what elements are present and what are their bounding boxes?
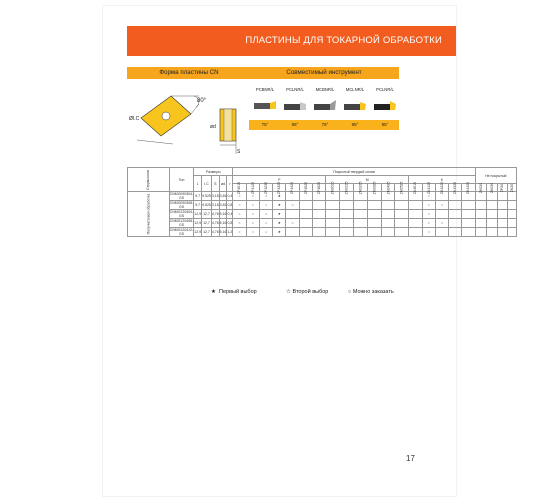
grade-mark-cell: ☆ — [259, 201, 272, 210]
grade-mark-cell — [395, 219, 409, 228]
grade-mark-cell — [367, 201, 381, 210]
grade-mark-cell — [353, 201, 367, 210]
dim-cell-l: 9,7 — [194, 192, 202, 201]
grade-mark-cell: ○ — [246, 219, 259, 228]
dim-cell-d: 5,16 — [219, 210, 227, 219]
insert-type-cell: CNMG090308-GS — [169, 201, 194, 209]
tool-angle-5: 95° — [381, 122, 389, 127]
grade-mark-cell — [475, 210, 486, 219]
dim-cell-r: 0,8 — [227, 201, 233, 210]
legend-first-choice: ★ Первый выбор — [211, 289, 257, 295]
dim-cell-r: 0,4 — [227, 192, 233, 201]
grade-header-zm3015: ZM3015 — [326, 184, 340, 192]
grade-mark-cell: ○ — [435, 201, 448, 210]
group-header-M: M — [326, 176, 409, 184]
dim-cell-s: 3,18 — [211, 192, 219, 201]
legend-second-choice: ☆ Второй выбор — [286, 289, 329, 295]
grade-mark-cell — [486, 228, 497, 237]
tool-image-3 — [313, 94, 337, 118]
grade-mark-cell — [409, 201, 422, 210]
table-row — [128, 219, 517, 228]
grade-mark-cell — [367, 219, 381, 228]
grade-mark-cell — [507, 210, 516, 219]
grade-mark-cell — [449, 219, 462, 228]
grade-mark-cell: ☆ — [259, 228, 272, 237]
grade-header-zm3425: ZM3425 — [381, 184, 395, 192]
grade-mark-cell — [381, 210, 395, 219]
compatible-tool-heading: Совместимый инструмент — [249, 67, 399, 79]
grade-mark-cell — [299, 210, 312, 219]
grade-header-zm3235: ZM3235 — [353, 184, 367, 192]
table-header-row-1 — [128, 168, 517, 176]
grade-header-zk4015: ZK4015 — [409, 184, 422, 192]
grade-mark-cell — [449, 228, 462, 237]
grade-header-zk4325: ZK4325 — [449, 184, 462, 192]
table-row — [128, 228, 517, 237]
dim-cell-d: 3,81 — [219, 201, 227, 210]
grade-mark-cell — [498, 210, 507, 219]
grade-mark-cell — [475, 228, 486, 237]
grade-header-zm3525: ZM3525 — [395, 184, 409, 192]
tool-image-4 — [343, 94, 367, 118]
legend-can-order: ○ Можно заказать — [348, 289, 394, 295]
grade-header-zp4525: ZP4525 — [299, 184, 312, 192]
applications-header: Стружколом — [128, 168, 170, 192]
dim-cell-d: 5,16 — [219, 219, 227, 228]
dim-cell-ic: 12,7 — [202, 210, 212, 219]
dimensions-header: Размеры — [194, 168, 233, 176]
grade-mark-cell: ○ — [422, 192, 435, 201]
dim-header-IC: I.C — [202, 176, 212, 192]
grade-mark-cell: ○ — [233, 192, 246, 201]
grade-mark-cell — [507, 228, 516, 237]
grade-mark-cell — [462, 201, 475, 210]
grade-mark-cell — [498, 201, 507, 210]
grade-mark-cell — [435, 210, 448, 219]
dim-header-r: r — [227, 176, 233, 192]
page-title: ПЛАСТИНЫ ДЛЯ ТОКАРНОЙ ОБРАБОТКИ — [245, 35, 442, 46]
grade-mark-cell: ○ — [286, 219, 299, 228]
grade-mark-cell: ★ — [273, 210, 286, 219]
grade-mark-cell: ○ — [246, 192, 259, 201]
insert-type-cell: CNMG120408-GS — [169, 219, 194, 227]
dim-cell-l: 12,9 — [194, 210, 202, 219]
group-header-K: K — [409, 176, 475, 184]
grade-header-zk4225: ZK4225 — [435, 184, 448, 192]
grade-header-zp4625: ZP4625 — [312, 184, 325, 192]
grade-mark-cell: ○ — [233, 210, 246, 219]
grade-mark-cell: ○ — [422, 210, 435, 219]
grade-mark-cell — [340, 201, 354, 210]
dim-cell-s: 4,76 — [211, 219, 219, 228]
grade-mark-cell: ○ — [422, 201, 435, 210]
grade-mark-cell — [340, 219, 354, 228]
grade-mark-cell — [381, 228, 395, 237]
grade-header-zp4425: ZP4425 — [286, 184, 299, 192]
tool-angle-2: 95° — [291, 122, 299, 127]
insert-d-label: ød — [210, 124, 216, 130]
uncoated-header: Не покрытый — [475, 168, 516, 184]
grade-mark-cell — [340, 228, 354, 237]
grade-mark-cell — [409, 228, 422, 237]
page-number: 17 — [406, 454, 415, 463]
grade-mark-cell: ○ — [435, 219, 448, 228]
dim-header-d: ød — [219, 176, 227, 192]
grade-header-zk030: ZK030 — [486, 184, 497, 192]
grade-mark-cell: ○ — [259, 192, 272, 201]
insert-angle-label: 80° — [197, 98, 207, 104]
grade-mark-cell — [395, 201, 409, 210]
dim-cell-r: 1,2 — [227, 228, 233, 237]
tool-label-5: PCLNR/L — [376, 87, 394, 92]
dim-header-S: S — [211, 176, 219, 192]
grade-mark-cell — [395, 210, 409, 219]
grade-mark-cell — [486, 210, 497, 219]
star-outline-icon: ☆ — [286, 289, 291, 295]
grade-mark-cell — [462, 219, 475, 228]
grade-mark-cell: ○ — [259, 210, 272, 219]
tool-angle-3: 75° — [321, 122, 329, 127]
grade-mark-cell — [312, 219, 325, 228]
grade-mark-cell — [449, 210, 462, 219]
grade-mark-cell — [326, 210, 340, 219]
grade-mark-cell — [462, 228, 475, 237]
grade-mark-cell — [326, 228, 340, 237]
insert-diameter-label: ØI.C — [129, 116, 140, 122]
tool-image-2 — [283, 94, 307, 118]
grade-mark-cell — [498, 192, 507, 201]
grade-mark-cell: ○ — [246, 228, 259, 237]
group-header-P: P — [233, 176, 326, 184]
grade-mark-cell: ○ — [422, 228, 435, 237]
catalog-page — [103, 6, 514, 496]
grade-mark-cell — [299, 219, 312, 228]
grade-mark-cell — [340, 210, 354, 219]
tool-angle-1: 75° — [261, 122, 269, 127]
dim-header-L: L — [194, 176, 202, 192]
coated-header: Покрытый твердый сплав — [233, 168, 475, 176]
grade-mark-cell — [475, 201, 486, 210]
grade-mark-cell — [286, 228, 299, 237]
insert-hole — [162, 112, 170, 120]
grade-header-zp4235: ZP4235 — [259, 184, 272, 192]
grade-mark-cell: ○ — [246, 210, 259, 219]
grade-mark-cell — [486, 219, 497, 228]
grade-mark-cell — [498, 219, 507, 228]
grade-mark-cell: ★ — [273, 219, 286, 228]
grade-header-zk20: ZK20 — [507, 184, 516, 192]
grade-mark-cell — [409, 219, 422, 228]
table-row — [128, 210, 517, 219]
grade-mark-cell — [312, 201, 325, 210]
grade-mark-cell — [353, 228, 367, 237]
grade-header-zk020: ZK020 — [475, 184, 486, 192]
dim-cell-ic: 12,7 — [202, 219, 212, 228]
grade-mark-cell: ☆ — [259, 219, 272, 228]
insert-shape-heading: Форма пластины CN — [127, 67, 251, 79]
dim-cell-d: 3,81 — [219, 192, 227, 201]
grade-mark-cell — [286, 210, 299, 219]
grade-mark-cell — [367, 228, 381, 237]
dim-cell-ic: 9,525 — [202, 201, 212, 210]
grade-mark-cell — [449, 201, 462, 210]
group-label-cell: Получистовая обработка — [128, 192, 170, 237]
grade-header-zp4015: ZP4015 — [233, 184, 246, 192]
tool-label-4: MCLNR/L — [345, 87, 365, 92]
grade-mark-cell — [381, 219, 395, 228]
grade-mark-cell: ○ — [422, 219, 435, 228]
grade-header-zm3125: ZM3125 — [340, 184, 354, 192]
insert-s-label: S — [237, 149, 241, 155]
table-row — [128, 201, 517, 210]
grade-header-zp4325: ZP4325 — [273, 184, 286, 192]
tool-label-3: MCBNR/L — [315, 87, 335, 92]
grade-header-zk4125: ZK4125 — [422, 184, 435, 192]
dim-cell-l: 12,9 — [194, 228, 202, 237]
grade-header-zp4125: ZP4125 — [246, 184, 259, 192]
dim-cell-s: 3,18 — [211, 201, 219, 210]
table-row — [128, 192, 517, 201]
dim-cell-s: 4,76 — [211, 228, 219, 237]
dim-cell-d: 5,16 — [219, 228, 227, 237]
insert-type-cell: CNMG120404-GS — [169, 210, 194, 218]
type-header: Тип — [169, 168, 194, 192]
tool-image-1 — [253, 94, 277, 118]
grade-mark-cell — [312, 228, 325, 237]
grade-mark-cell: ★ — [273, 192, 286, 201]
dim-cell-ic: 12,7 — [202, 228, 212, 237]
grade-mark-cell — [381, 201, 395, 210]
grade-header-zk4425: ZK4425 — [462, 184, 475, 192]
dim-cell-s: 4,76 — [211, 210, 219, 219]
grade-mark-cell — [475, 219, 486, 228]
insert-spec-table — [127, 167, 517, 237]
dim-cell-l: 9,7 — [194, 201, 202, 210]
dim-cell-l: 12,9 — [194, 219, 202, 228]
grade-mark-cell — [507, 201, 516, 210]
tool-image-5 — [373, 94, 397, 118]
tool-label-1: PCBNR/L — [255, 87, 275, 92]
grade-mark-cell — [395, 228, 409, 237]
grade-mark-cell — [367, 210, 381, 219]
dim-cell-r: 0,8 — [227, 219, 233, 228]
grade-mark-cell: ○ — [233, 201, 246, 210]
grade-mark-cell — [299, 228, 312, 237]
grade-mark-cell — [435, 228, 448, 237]
grade-mark-cell — [312, 210, 325, 219]
grade-mark-cell — [353, 210, 367, 219]
grade-mark-cell: ○ — [233, 228, 246, 237]
grade-mark-cell — [507, 219, 516, 228]
insert-type-cell: CNMG090304-GS — [169, 192, 194, 200]
grade-mark-cell — [498, 228, 507, 237]
grade-mark-cell — [507, 192, 516, 201]
tool-label-2: PCLNR/L — [286, 87, 304, 92]
circle-outline-icon: ○ — [348, 289, 352, 295]
grade-header-zp20: ZP20 — [498, 184, 507, 192]
grade-mark-cell — [326, 219, 340, 228]
grade-mark-cell: ★ — [273, 228, 286, 237]
dim-cell-r: 0,4 — [227, 210, 233, 219]
grade-mark-cell — [409, 210, 422, 219]
grade-mark-cell — [299, 201, 312, 210]
tool-angle-4: 95° — [351, 122, 359, 127]
grade-mark-cell — [353, 219, 367, 228]
header-banner — [127, 26, 456, 56]
grade-mark-cell: ○ — [286, 201, 299, 210]
grade-mark-cell — [326, 201, 340, 210]
grade-mark-cell: ★ — [273, 201, 286, 210]
insert-type-cell: CNMG120412-GS — [169, 228, 194, 236]
insert-drawing — [127, 82, 249, 162]
grade-mark-cell: ○ — [233, 219, 246, 228]
grade-mark-cell: ○ — [246, 201, 259, 210]
dim-cell-ic: 9,525 — [202, 192, 212, 201]
grade-mark-cell — [486, 201, 497, 210]
star-filled-icon: ★ — [211, 289, 216, 295]
grade-mark-cell — [462, 210, 475, 219]
grade-header-zm3325: ZM3325 — [367, 184, 381, 192]
